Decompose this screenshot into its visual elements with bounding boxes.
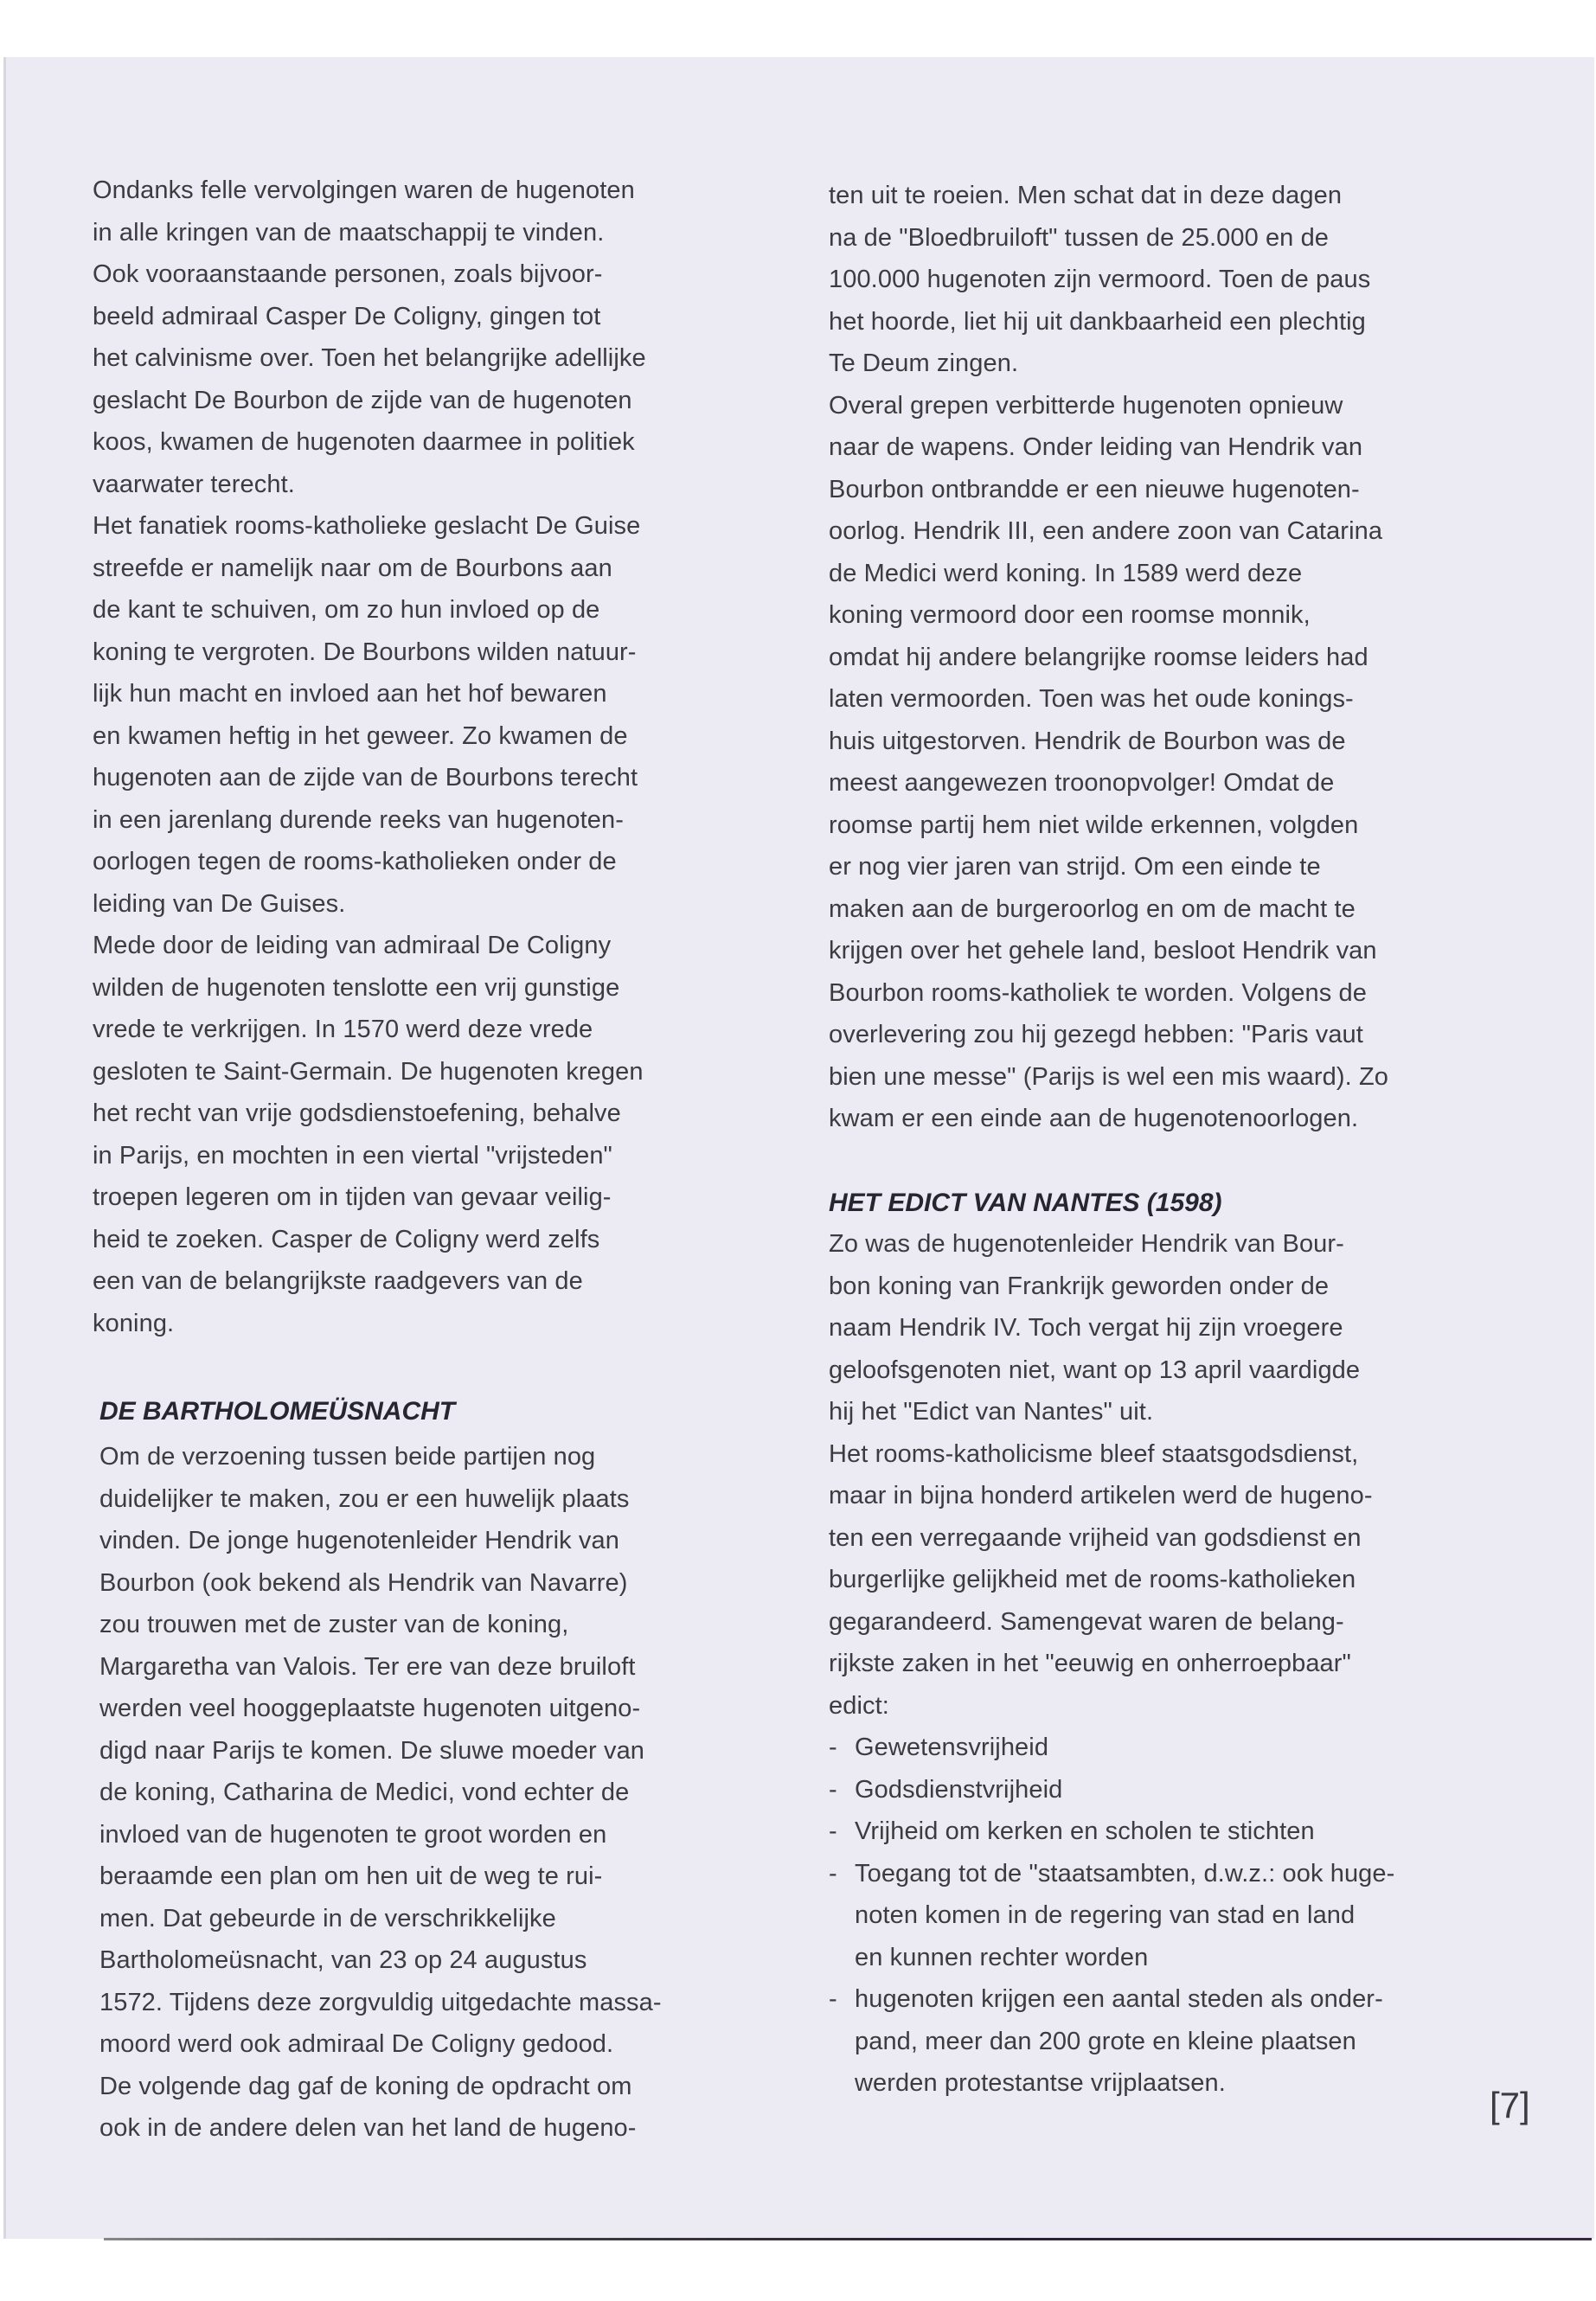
text-line: Te Deum zingen. <box>829 349 1019 377</box>
text-line: digd naar Parijs te komen. De sluwe moeder van <box>99 1736 645 1765</box>
list-item-line: en kunnen rechter worden <box>855 1943 1149 1971</box>
text-line: en kwamen heftig in het geweer. Zo kwamen de <box>93 721 628 750</box>
text-line: streefde er namelijk naar om de Bourbons aan <box>93 554 612 582</box>
text-line: moord werd ook admiraal De Coligny gedood. <box>99 2030 614 2058</box>
text-line: Het rooms-katholicisme bleef staatsgodsdienst, <box>829 1439 1359 1468</box>
text-line: beeld admiraal Casper De Coligny, gingen tot <box>93 302 601 330</box>
list-dash: - <box>829 1734 837 1761</box>
section-heading-bartholomeusnacht: DE BARTHOLOMEÜSNACHT <box>99 1397 456 1426</box>
list-item <box>829 1727 1394 1769</box>
list-item-line: pand, meer dan 200 grote en kleine plaatsen <box>855 2027 1356 2055</box>
text-line: de kant te schuiven, om zo hun invloed op de <box>93 596 600 624</box>
list-item <box>829 1769 1394 1811</box>
text-line: Bourbon rooms-katholiek te worden. Volgens de <box>829 978 1367 1007</box>
list-item <box>829 1811 1394 1853</box>
text-line: oorlog. Hendrik III, een andere zoon van Catarina <box>829 517 1383 545</box>
edict-provisions-list <box>829 1727 1394 2105</box>
text-line: koos, kwamen de hugenoten daarmee in politiek <box>93 428 635 456</box>
text-line: werden veel hooggeplaatste hugenoten uitgeno- <box>99 1695 641 1722</box>
text-line: er nog vier jaren van strijd. Om een einde te <box>829 853 1321 881</box>
list-item-line: Toegang tot de "staatsambten, d.w.z.: ook huge- <box>855 1859 1395 1888</box>
text-line: in Parijs, en mochten in een viertal "vrijsteden" <box>93 1141 612 1170</box>
left-column-paragraph-2 <box>99 1436 662 2150</box>
left-column-paragraph-1 <box>93 170 646 1344</box>
text-line: geloofsgenoten niet, want op 13 april vaardigde <box>829 1356 1361 1384</box>
right-column-paragraph-2 <box>829 1223 1394 2105</box>
text-line: geslacht De Bourbon de zijde van de hugenoten <box>93 386 632 414</box>
text-line: een van de belangrijkste raadgevers van de <box>93 1267 583 1295</box>
text-line: Bartholomeüsnacht, van 23 op 24 augustus <box>99 1946 587 1974</box>
text-line: het hoorde, liet hij uit dankbaarheid een plechtig <box>829 307 1366 336</box>
text-line: ten uit te roeien. Men schat dat in deze dagen <box>829 182 1343 209</box>
text-line: koning. <box>93 1309 175 1337</box>
text-line: vinden. De jonge hugenotenleider Hendrik van <box>99 1527 619 1554</box>
text-line: laten vermoorden. Toen was het oude konings- <box>829 685 1354 713</box>
text-line: koning vermoord door een roomse monnik, <box>829 601 1311 629</box>
text-line: koning te vergroten. De Bourbons wilden natuur- <box>93 638 637 666</box>
text-line: 1572. Tijdens deze zorgvuldig uitgedachte massa- <box>99 1988 662 2016</box>
text-line: de koning, Catharina de Medici, vond echter de <box>99 1779 630 1806</box>
text-line: Zo was de hugenotenleider Hendrik van Bour- <box>829 1230 1344 1258</box>
text-line: men. Dat gebeurde in de verschrikkelijke <box>99 1904 556 1932</box>
text-line: vrede te verkrijgen. In 1570 werd deze vrede <box>93 1016 593 1043</box>
list-item-line: noten komen in de regering van stad en land <box>855 1901 1356 1929</box>
list-item-line: hugenoten krijgen een aantal steden als onder- <box>855 1985 1383 2013</box>
text-line: leiding van De Guises. <box>93 889 346 918</box>
text-line: De volgende dag gaf de koning de opdracht om <box>99 2072 632 2100</box>
edict-paragraph <box>829 1223 1394 1727</box>
text-line: hugenoten aan de zijde van de Bourbons terecht <box>93 764 638 792</box>
text-line: troepen legeren om in tijden van gevaar veilig- <box>93 1183 612 1211</box>
text-line: na de "Bloedbruiloft" tussen de 25.000 en de <box>829 223 1330 252</box>
text-line: ten een verregaande vrijheid van godsdienst en <box>829 1523 1362 1552</box>
text-line: Margaretha van Valois. Ter ere van deze bruiloft <box>99 1652 636 1681</box>
text-line: Om de verzoening tussen beide partijen nog <box>99 1443 596 1471</box>
page-number: [7] <box>1490 2085 1530 2125</box>
section-heading-edict-van-nantes: HET EDICT VAN NANTES (1598) <box>829 1189 1222 1217</box>
list-item-line: Gewetensvrijheid <box>855 1734 1049 1761</box>
list-dash: - <box>829 1985 837 2013</box>
text-line: ook in de andere delen van het land de hugeno- <box>99 2114 637 2142</box>
list-item <box>829 1853 1394 1979</box>
text-line: rijkste zaken in het "eeuwig en onherroepbaar" <box>829 1650 1351 1677</box>
text-line: oorlogen tegen de rooms-katholieken onder de <box>93 848 617 875</box>
text-line: naam Hendrik IV. Toch vergat hij zijn vroegere <box>829 1314 1343 1342</box>
text-line: in alle kringen van de maatschappij te vinden. <box>93 218 605 247</box>
text-line: huis uitgestorven. Hendrik de Bourbon was de <box>829 727 1346 755</box>
list-item-line: Vrijheid om kerken en scholen te stichten <box>855 1817 1315 1845</box>
text-line: kwam er een einde aan de hugenotenoorlogen. <box>829 1105 1359 1132</box>
text-line: gegarandeerd. Samengevat waren de belang- <box>829 1607 1344 1636</box>
text-line: gesloten te Saint-Germain. De hugenoten kregen <box>93 1057 644 1086</box>
text-line: 100.000 hugenoten zijn vermoord. Toen de paus <box>829 266 1371 293</box>
text-line: omdat hij andere belangrijke roomse leiders had <box>829 643 1368 671</box>
text-line: edict: <box>829 1691 889 1720</box>
text-line: lijk hun macht en invloed aan het hof bewaren <box>93 680 607 708</box>
text-line: vaarwater terecht. <box>93 470 295 498</box>
text-line: Bourbon ontbrandde er een nieuwe hugenoten- <box>829 475 1360 503</box>
text-line: Ondanks felle vervolgingen waren de hugenoten <box>93 176 635 204</box>
text-line: hij het "Edict van Nantes" uit. <box>829 1398 1154 1426</box>
list-dash: - <box>829 1859 837 1888</box>
right-column-paragraph-1 <box>829 175 1388 1140</box>
text-line: Het fanatiek rooms-katholieke geslacht De Guise <box>93 512 641 540</box>
list-dash: - <box>829 1775 837 1804</box>
text-line: invloed van de hugenoten te groot worden en <box>99 1820 607 1849</box>
text-line: wilden de hugenoten tenslotte een vrij gunstige <box>93 973 620 1002</box>
list-item-line: werden protestantse vrijplaatsen. <box>855 2069 1226 2097</box>
text-line: naar de wapens. Onder leiding van Hendrik van <box>829 433 1363 461</box>
text-line: in een jarenlang durende reeks van hugenoten- <box>93 805 624 834</box>
list-item-line: Godsdienstvrijheid <box>855 1775 1063 1804</box>
text-line: maken aan de burgeroorlog en om de macht te <box>829 894 1356 923</box>
page-bottom-edge <box>104 2238 1592 2240</box>
text-line: burgerlijke gelijkheid met de rooms-katholieken <box>829 1566 1356 1593</box>
text-line: bon koning van Frankrijk geworden onder de <box>829 1272 1330 1300</box>
text-line: zou trouwen met de zuster van de koning, <box>99 1611 569 1638</box>
list-item <box>829 1978 1394 2105</box>
text-line: beraamde een plan om hen uit de weg te rui- <box>99 1862 603 1890</box>
text-line: duidelijker te maken, zou er een huwelijk plaats <box>99 1484 630 1513</box>
text-line: bien une messe" (Parijs is wel een mis waard). Zo <box>829 1062 1388 1091</box>
text-line: Mede door de leiding van admiraal De Coligny <box>93 932 612 959</box>
text-line: krijgen over het gehele land, besloot Hendrik van <box>829 937 1377 965</box>
text-line: heid te zoeken. Casper de Coligny werd zelfs <box>93 1225 600 1253</box>
text-line: het calvinisme over. Toen het belangrijke adellijke <box>93 344 646 372</box>
text-line: de Medici werd koning. In 1589 werd deze <box>829 559 1303 587</box>
text-line: Ook vooraanstaande personen, zoals bijvoor- <box>93 260 603 288</box>
text-line: Overal grepen verbitterde hugenoten opnieuw <box>829 391 1343 420</box>
text-line: overlevering zou hij gezegd hebben: "Paris vaut <box>829 1021 1363 1048</box>
text-line: Bourbon (ook bekend als Hendrik van Navarre) <box>99 1568 628 1597</box>
text-line: roomse partij hem niet wilde erkennen, volgden <box>829 811 1359 839</box>
text-line: het recht van vrije godsdienstoefening, behalve <box>93 1099 621 1127</box>
text-line: meest aangewezen troonopvolger! Omdat de <box>829 769 1335 797</box>
text-line: maar in bijna honderd artikelen werd de hugeno- <box>829 1482 1373 1509</box>
list-dash: - <box>829 1817 837 1845</box>
